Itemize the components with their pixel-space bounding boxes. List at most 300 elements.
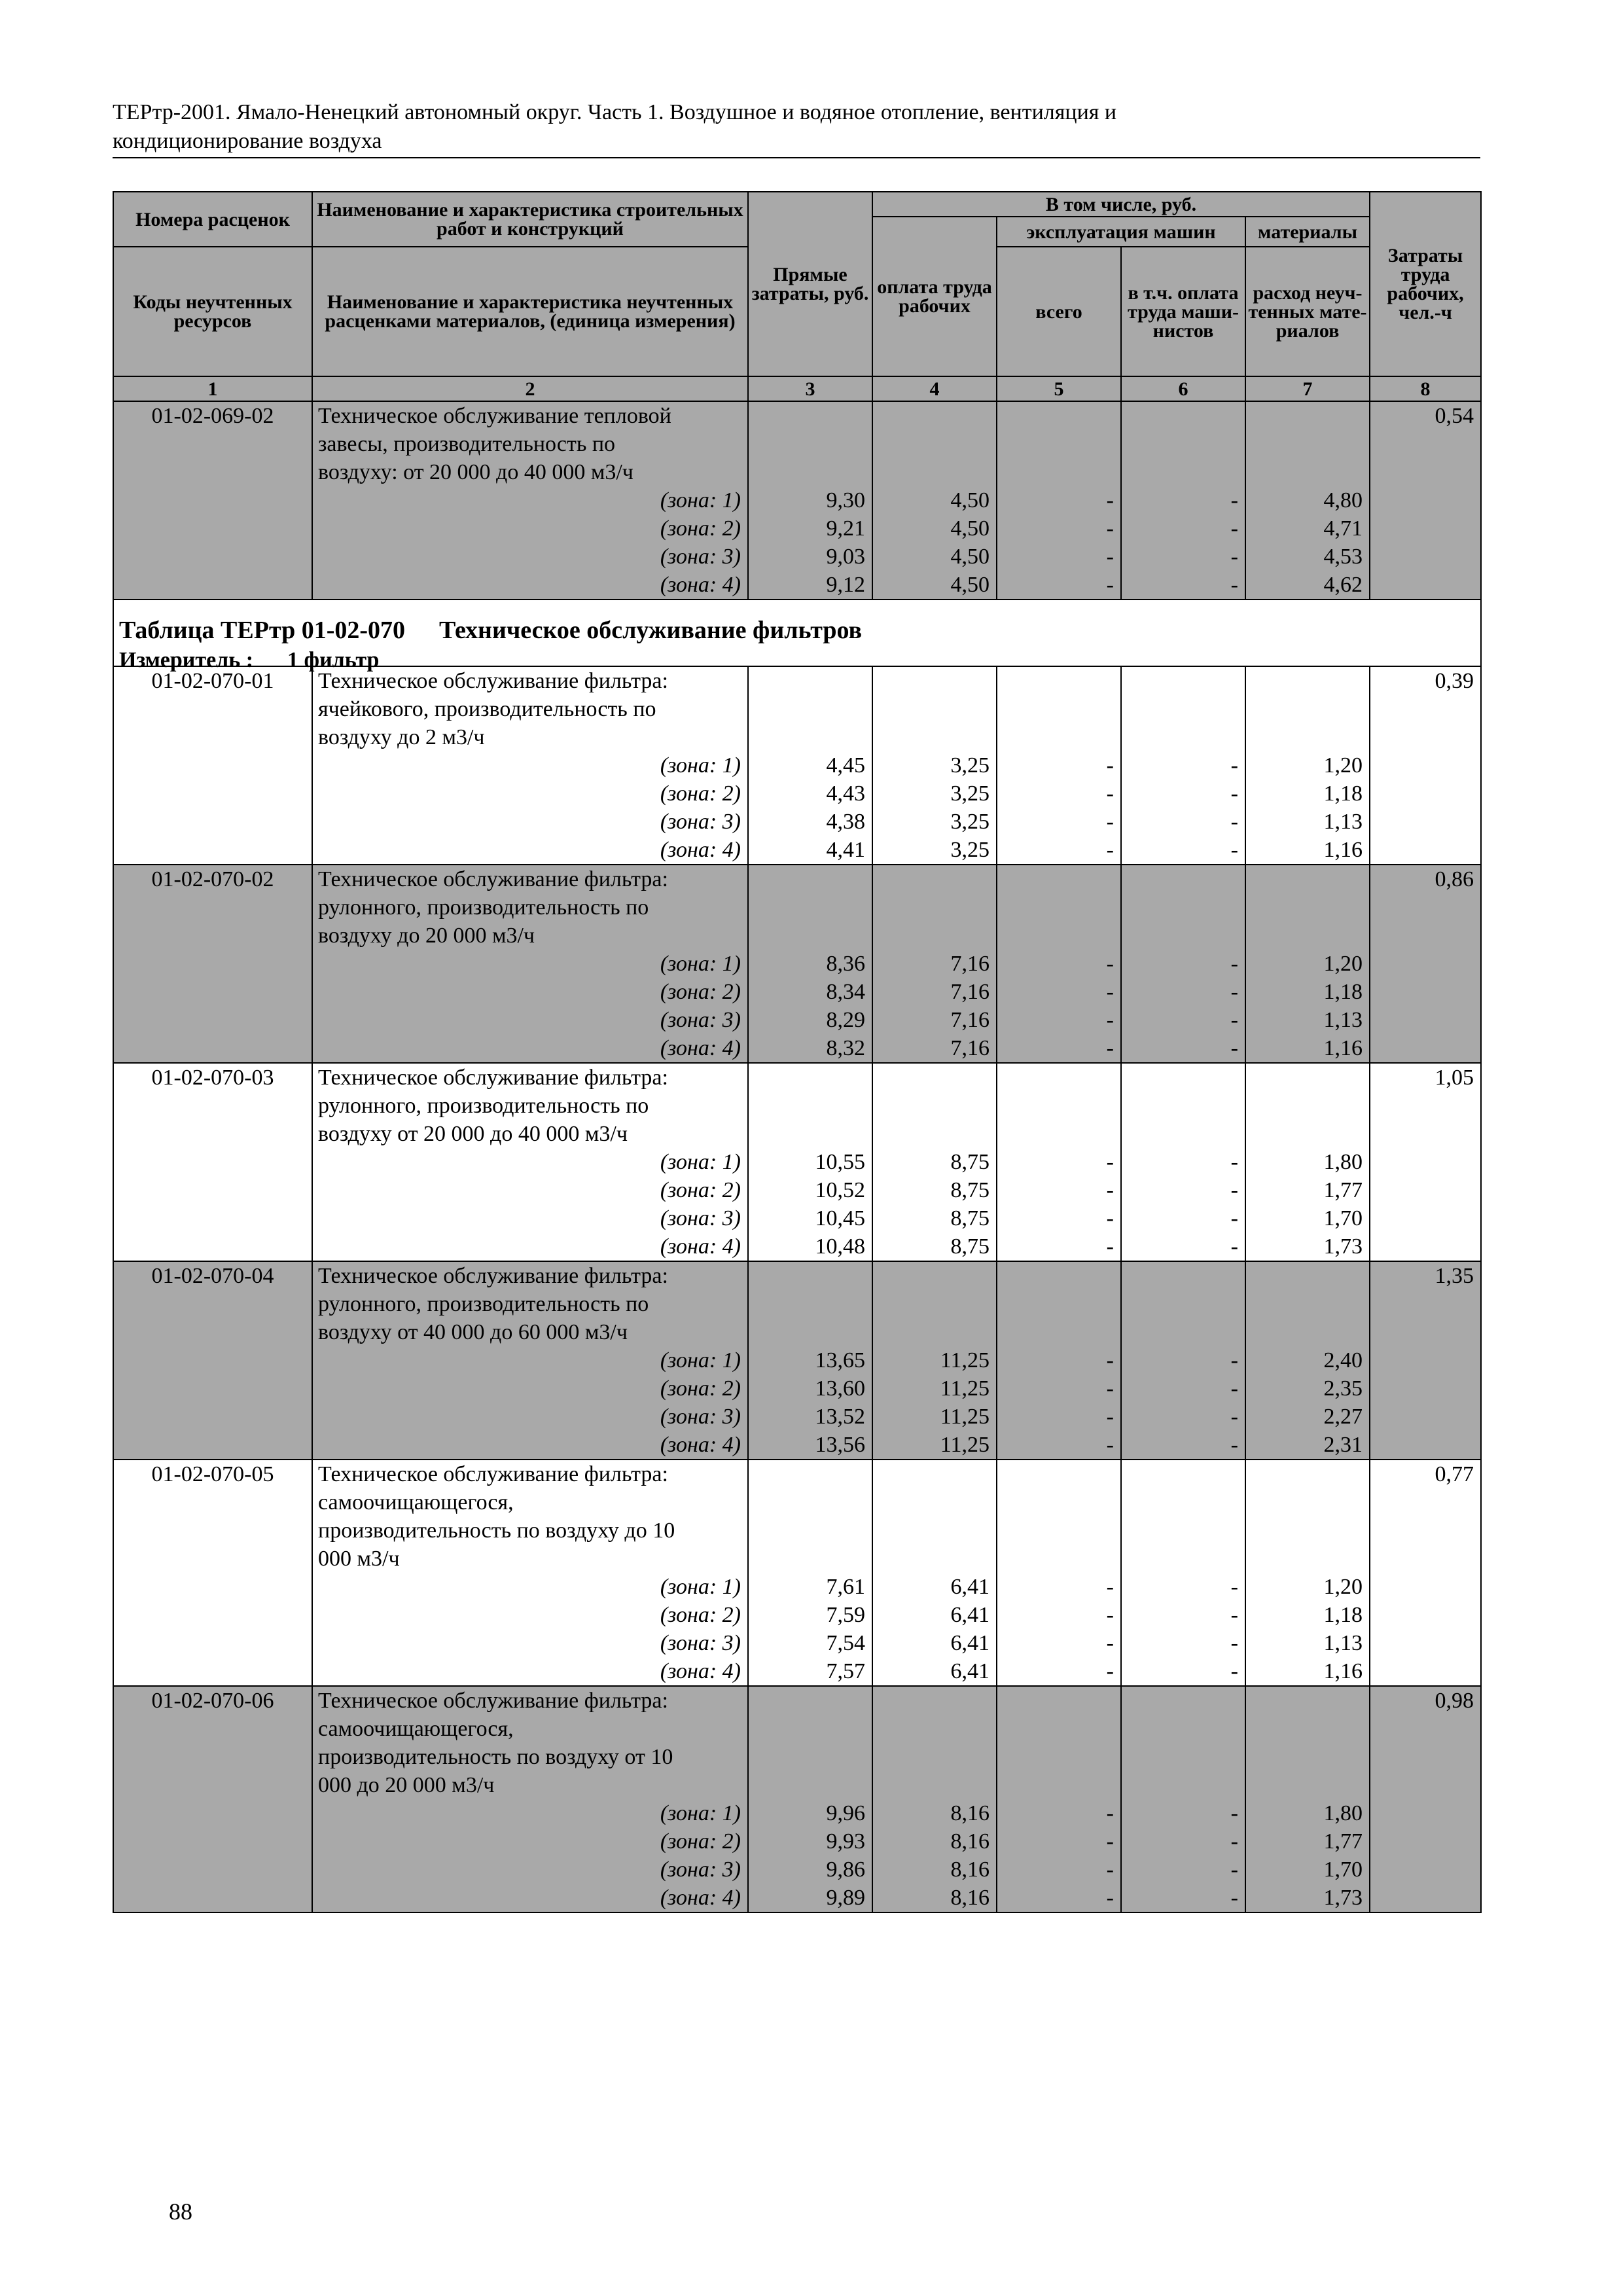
cell-value: 3,25 — [950, 781, 990, 806]
cell-value: - — [1106, 1348, 1114, 1372]
col-material-use: расход неуч-тенных мате-риалов — [1245, 247, 1370, 376]
spacer — [873, 1743, 990, 1771]
cell-value: - — [1230, 1603, 1238, 1627]
spacer — [997, 1262, 1114, 1290]
spacer — [873, 430, 990, 458]
cell-value: 4,50 — [950, 573, 990, 597]
column-index-4: 4 — [872, 376, 997, 401]
cell-value: 1,16 — [1323, 1036, 1363, 1060]
col-incl: В том числе, руб. — [872, 192, 1370, 217]
rate-code: 01-02-070-06 — [113, 1686, 312, 1912]
spacer — [1246, 922, 1363, 950]
value-direct — [748, 401, 872, 600]
cell-value: 1,18 — [1323, 1603, 1363, 1627]
cell-value: 8,16 — [950, 1886, 990, 1910]
spacer — [997, 1120, 1114, 1148]
column-index-2: 2 — [312, 376, 748, 401]
spacer — [873, 893, 990, 922]
cell-value: - — [1230, 1575, 1238, 1599]
cell-value: 13,65 — [815, 1348, 865, 1372]
spacer — [1246, 458, 1363, 486]
column-index-5: 5 — [997, 376, 1121, 401]
spacer — [997, 922, 1114, 950]
spacer — [749, 723, 865, 751]
spacer — [749, 1715, 865, 1743]
cell-value: - — [1230, 1886, 1238, 1910]
spacer — [1122, 458, 1238, 486]
cell-value: 2,40 — [1323, 1348, 1363, 1372]
cell-value: - — [1106, 980, 1114, 1004]
rate-name-line: завесы, производительность по — [318, 432, 616, 456]
cell-value: 1,18 — [1323, 980, 1363, 1004]
rate-name-line: рулонного, производительность по — [318, 1292, 649, 1316]
value-pay — [872, 1063, 997, 1261]
spacer — [1122, 1064, 1238, 1092]
cell-value: - — [1230, 980, 1238, 1004]
cell-value: 7,16 — [950, 1008, 990, 1032]
cell-value: - — [1106, 1178, 1114, 1202]
value-mach-pay — [1121, 1686, 1245, 1912]
value-mach-pay — [1121, 401, 1245, 600]
cell-value: - — [1230, 1631, 1238, 1655]
value-mat — [1245, 401, 1370, 600]
rate-name-line: Техническое обслуживание тепловой — [318, 404, 671, 428]
cell-value: - — [1230, 1150, 1238, 1174]
cell-value: 2,31 — [1323, 1433, 1363, 1457]
cell-value: 8,16 — [950, 1857, 990, 1882]
value-mach-pay — [1121, 1460, 1245, 1686]
cell-value: - — [1106, 1886, 1114, 1910]
value-mach — [997, 865, 1121, 1063]
cell-value: - — [1106, 573, 1114, 597]
value-mach-pay — [1121, 1261, 1245, 1460]
value-direct — [748, 865, 872, 1063]
spacer — [873, 1715, 990, 1743]
cell-value: - — [1230, 1405, 1238, 1429]
cell-value: 8,34 — [826, 980, 865, 1004]
cell-value: 1,16 — [1323, 838, 1363, 862]
zone-label: (зона: 4) — [660, 1234, 741, 1259]
cell-value: 9,86 — [826, 1857, 865, 1882]
cell-value: 4,50 — [950, 516, 990, 541]
zone-label: (зона: 3) — [660, 1008, 741, 1032]
rate-name-line: Техническое обслуживание фильтра: — [318, 1462, 668, 1486]
table2-body — [113, 666, 1481, 1912]
cell-value: 1,13 — [1323, 1008, 1363, 1032]
zone-label: (зона: 1) — [660, 753, 741, 778]
spacer — [1246, 1771, 1363, 1799]
cell-value: 1,13 — [1323, 1631, 1363, 1655]
spacer — [873, 402, 990, 430]
spacer — [1122, 1488, 1238, 1516]
value-direct — [748, 1460, 872, 1686]
value-mach — [997, 1063, 1121, 1261]
rate-code: 01-02-070-01 — [113, 666, 312, 865]
spacer — [1122, 1545, 1238, 1573]
spacer — [1246, 1064, 1363, 1092]
spacer — [1246, 1120, 1363, 1148]
rate-name-line: Техническое обслуживание фильтра: — [318, 669, 668, 693]
cell-value: 1,70 — [1323, 1857, 1363, 1882]
col-machine-op: эксплуатация машин — [997, 217, 1245, 247]
spacer — [1246, 402, 1363, 430]
rate-name — [312, 1686, 748, 1912]
spacer — [1246, 1262, 1363, 1290]
rate-name-line: самоочищающегося, — [318, 1490, 514, 1515]
spacer — [1246, 430, 1363, 458]
spacer — [749, 1687, 865, 1715]
cell-value: 8,32 — [826, 1036, 865, 1060]
table-row — [113, 1261, 1481, 1460]
cell-value: 4,80 — [1323, 488, 1363, 512]
value-pay — [872, 666, 997, 865]
spacer — [997, 1771, 1114, 1799]
cell-value: 7,54 — [826, 1631, 865, 1655]
rate-name-line: ячейкового, производительность по — [318, 697, 656, 721]
cell-value: - — [1106, 1008, 1114, 1032]
labor-value: 0,39 — [1370, 666, 1481, 865]
cell-value: - — [1230, 1036, 1238, 1060]
rate-name — [312, 1261, 748, 1460]
cell-value: - — [1230, 753, 1238, 778]
cell-value: - — [1106, 1631, 1114, 1655]
value-pay — [872, 1460, 997, 1686]
rates-table — [113, 191, 1482, 1913]
spacer — [1122, 922, 1238, 950]
col-materials: материалы — [1245, 217, 1370, 247]
spacer — [873, 1120, 990, 1148]
spacer — [873, 865, 990, 893]
table-row — [113, 1460, 1481, 1686]
spacer — [997, 1092, 1114, 1120]
cell-value: - — [1106, 1659, 1114, 1683]
spacer — [1246, 1743, 1363, 1771]
cell-value: 8,75 — [950, 1206, 990, 1230]
cell-value: 7,16 — [950, 1036, 990, 1060]
value-direct — [748, 1261, 872, 1460]
column-index-8: 8 — [1370, 376, 1481, 401]
rate-name — [312, 1063, 748, 1261]
zone-label: (зона: 3) — [660, 810, 741, 834]
cell-value: 8,16 — [950, 1801, 990, 1825]
page-number: 88 — [169, 2198, 192, 2225]
cell-value: - — [1106, 781, 1114, 806]
spacer — [1122, 1687, 1238, 1715]
measure-unit: 1 фильтр — [287, 648, 380, 672]
zone-label: (зона: 1) — [660, 952, 741, 976]
cell-value: 1,20 — [1323, 952, 1363, 976]
col-machinist-pay: в т.ч. оплата труда маши-нистов — [1121, 247, 1245, 376]
col-codes: Коды неучтенных ресурсов — [113, 247, 312, 376]
spacer — [1122, 1092, 1238, 1120]
cell-value: 4,43 — [826, 781, 865, 806]
cell-value: 4,38 — [826, 810, 865, 834]
cell-value: 2,27 — [1323, 1405, 1363, 1429]
spacer — [997, 865, 1114, 893]
cell-value: 7,61 — [826, 1575, 865, 1599]
rate-name-line: Техническое обслуживание фильтра: — [318, 867, 668, 891]
measure-unit-line — [119, 647, 379, 673]
cell-value: 9,89 — [826, 1886, 865, 1910]
spacer — [749, 458, 865, 486]
value-pay — [872, 1261, 997, 1460]
value-mat — [1245, 1063, 1370, 1261]
cell-value: 8,16 — [950, 1829, 990, 1854]
spacer — [997, 1516, 1114, 1545]
spacer — [873, 458, 990, 486]
header-line-1: ТЕРтр-2001. Ямало-Ненецкий автономный округ. Часть 1. Воздушное и водяное отопление, вентиляция и — [113, 100, 1117, 124]
spacer — [1122, 1460, 1238, 1488]
table-header — [113, 192, 1481, 401]
spacer — [1246, 1687, 1363, 1715]
cell-value: 4,41 — [826, 838, 865, 862]
spacer — [997, 1460, 1114, 1488]
value-mach-pay — [1121, 666, 1245, 865]
cell-value: - — [1230, 952, 1238, 976]
spacer — [873, 1516, 990, 1545]
spacer — [1246, 1460, 1363, 1488]
spacer — [749, 402, 865, 430]
spacer — [1122, 723, 1238, 751]
value-mach — [997, 666, 1121, 865]
spacer — [749, 1262, 865, 1290]
cell-value: 10,52 — [815, 1178, 865, 1202]
cell-value: 3,25 — [950, 753, 990, 778]
cell-value: 7,16 — [950, 980, 990, 1004]
spacer — [997, 402, 1114, 430]
col-total: всего — [997, 247, 1121, 376]
value-mat — [1245, 865, 1370, 1063]
rate-name-line: воздуху до 2 м3/ч — [318, 725, 485, 749]
cell-value: - — [1106, 1376, 1114, 1401]
cell-value: 10,55 — [815, 1150, 865, 1174]
cell-value: - — [1106, 1801, 1114, 1825]
zone-label: (зона: 1) — [660, 1801, 741, 1825]
rate-name-line: воздуху от 40 000 до 60 000 м3/ч — [318, 1320, 628, 1344]
cell-value: 13,60 — [815, 1376, 865, 1401]
cell-value: 4,71 — [1323, 516, 1363, 541]
spacer — [749, 1064, 865, 1092]
cell-value: - — [1106, 838, 1114, 862]
cell-value: 7,16 — [950, 952, 990, 976]
rate-name-line: Техническое обслуживание фильтра: — [318, 1264, 668, 1288]
col-labor-costs: Затраты труда рабочих, чел.-ч — [1370, 192, 1481, 376]
spacer — [873, 1687, 990, 1715]
cell-value: 9,96 — [826, 1801, 865, 1825]
spacer — [997, 1290, 1114, 1318]
spacer — [873, 1290, 990, 1318]
cell-value: - — [1106, 545, 1114, 569]
value-direct — [748, 666, 872, 865]
spacer — [749, 1488, 865, 1516]
rate-name-line: 000 до 20 000 м3/ч — [318, 1773, 495, 1797]
spacer — [873, 1064, 990, 1092]
zone-label: (зона: 2) — [660, 516, 741, 541]
spacer — [749, 922, 865, 950]
cell-value: - — [1230, 1801, 1238, 1825]
cell-value: 1,18 — [1323, 781, 1363, 806]
column-index-7: 7 — [1245, 376, 1370, 401]
spacer — [749, 667, 865, 695]
spacer — [1122, 893, 1238, 922]
cell-value: 10,45 — [815, 1206, 865, 1230]
spacer — [997, 1488, 1114, 1516]
cell-value: 13,56 — [815, 1433, 865, 1457]
spacer — [873, 1262, 990, 1290]
cell-value: 4,53 — [1323, 545, 1363, 569]
table1-body — [113, 401, 1481, 600]
spacer — [873, 1318, 990, 1346]
rate-name-line: Техническое обслуживание фильтра: — [318, 1066, 668, 1090]
cell-value: - — [1230, 545, 1238, 569]
col-direct-costs: Прямые затраты, руб. — [748, 192, 872, 376]
cell-value: - — [1106, 1234, 1114, 1259]
value-direct — [748, 1063, 872, 1261]
rate-name-line: воздуху до 20 000 м3/ч — [318, 924, 535, 948]
value-pay — [872, 865, 997, 1063]
rate-code: 01-02-069-02 — [113, 401, 312, 600]
zone-label: (зона: 1) — [660, 488, 741, 512]
spacer — [997, 430, 1114, 458]
cell-value: 9,93 — [826, 1829, 865, 1854]
cell-value: 1,20 — [1323, 753, 1363, 778]
cell-value: 8,75 — [950, 1150, 990, 1174]
spacer — [997, 1715, 1114, 1743]
zone-label: (зона: 3) — [660, 1206, 741, 1230]
zone-label: (зона: 4) — [660, 573, 741, 597]
cell-value: 4,45 — [826, 753, 865, 778]
column-index-1: 1 — [113, 376, 312, 401]
spacer — [749, 1743, 865, 1771]
cell-value: - — [1230, 1857, 1238, 1882]
rate-name-line: производительность по воздуху от 10 — [318, 1745, 673, 1769]
cell-value: - — [1230, 1234, 1238, 1259]
spacer — [997, 1743, 1114, 1771]
spacer — [873, 1460, 990, 1488]
spacer — [997, 1687, 1114, 1715]
cell-value: - — [1230, 488, 1238, 512]
spacer — [1246, 1318, 1363, 1346]
zone-label: (зона: 1) — [660, 1150, 741, 1174]
cell-value: 4,50 — [950, 488, 990, 512]
cell-value: 6,41 — [950, 1603, 990, 1627]
rate-name-line: рулонного, производительность по — [318, 895, 649, 920]
spacer — [749, 1545, 865, 1573]
rate-name-line: самоочищающегося, — [318, 1717, 514, 1741]
spacer — [873, 1488, 990, 1516]
spacer — [997, 1318, 1114, 1346]
rate-name — [312, 865, 748, 1063]
cell-value: 1,20 — [1323, 1575, 1363, 1599]
col-worker-pay: оплата труда рабочих — [872, 217, 997, 376]
spacer — [749, 1318, 865, 1346]
spacer — [749, 1290, 865, 1318]
cell-value: 6,41 — [950, 1575, 990, 1599]
spacer — [1122, 667, 1238, 695]
spacer — [1122, 1743, 1238, 1771]
cell-value: 4,62 — [1323, 573, 1363, 597]
spacer — [1122, 1771, 1238, 1799]
cell-value: - — [1106, 1829, 1114, 1854]
cell-value: 8,36 — [826, 952, 865, 976]
rate-name — [312, 666, 748, 865]
cell-value: - — [1106, 952, 1114, 976]
spacer — [749, 430, 865, 458]
table2-title-code: Таблица ТЕРтр 01-02-070 — [119, 617, 406, 644]
spacer — [997, 1064, 1114, 1092]
cell-value: 9,21 — [826, 516, 865, 541]
spacer — [873, 922, 990, 950]
value-mat — [1245, 1261, 1370, 1460]
cell-value: 8,75 — [950, 1178, 990, 1202]
cell-value: 8,29 — [826, 1008, 865, 1032]
zone-label: (зона: 3) — [660, 1405, 741, 1429]
cell-value: - — [1230, 1178, 1238, 1202]
zone-label: (зона: 2) — [660, 1603, 741, 1627]
cell-value: 2,35 — [1323, 1376, 1363, 1401]
labor-value: 0,54 — [1370, 401, 1481, 600]
spacer — [1246, 893, 1363, 922]
cell-value: - — [1106, 1405, 1114, 1429]
spacer — [873, 695, 990, 723]
spacer — [1122, 865, 1238, 893]
cell-value: - — [1106, 488, 1114, 512]
zone-label: (зона: 2) — [660, 1376, 741, 1401]
cell-value: 1,80 — [1323, 1150, 1363, 1174]
cell-value: 6,41 — [950, 1631, 990, 1655]
col-rate-numbers: Номера расценок — [113, 192, 312, 247]
zone-label: (зона: 1) — [660, 1575, 741, 1599]
spacer — [1122, 695, 1238, 723]
labor-value: 1,05 — [1370, 1063, 1481, 1261]
zone-label: (зона: 2) — [660, 1829, 741, 1854]
cell-value: 1,16 — [1323, 1659, 1363, 1683]
zone-label: (зона: 3) — [660, 1857, 741, 1882]
value-mat — [1245, 666, 1370, 865]
zone-label: (зона: 4) — [660, 838, 741, 862]
spacer — [997, 1545, 1114, 1573]
spacer — [873, 667, 990, 695]
column-index-3: 3 — [748, 376, 872, 401]
cell-value: 1,13 — [1323, 810, 1363, 834]
spacer — [1246, 667, 1363, 695]
table-row — [113, 865, 1481, 1063]
cell-value: - — [1106, 1575, 1114, 1599]
cell-value: - — [1230, 1376, 1238, 1401]
rate-name-line: производительность по воздуху до 10 — [318, 1518, 675, 1543]
cell-value: 11,25 — [940, 1433, 990, 1457]
spacer — [997, 723, 1114, 751]
cell-value: - — [1230, 1206, 1238, 1230]
col-name-materials: Наименование и характеристика неучтенных расценками материалов, (единица измерения) — [312, 247, 748, 376]
spacer — [1122, 1290, 1238, 1318]
spacer — [749, 1460, 865, 1488]
spacer — [1246, 723, 1363, 751]
value-mach — [997, 401, 1121, 600]
spacer — [749, 1771, 865, 1799]
spacer — [1246, 1290, 1363, 1318]
zone-label: (зона: 2) — [660, 781, 741, 806]
value-mach-pay — [1121, 865, 1245, 1063]
spacer — [1122, 1262, 1238, 1290]
spacer — [1122, 402, 1238, 430]
cell-value: - — [1106, 1206, 1114, 1230]
rate-code: 01-02-070-02 — [113, 865, 312, 1063]
cell-value: - — [1106, 516, 1114, 541]
spacer — [873, 1771, 990, 1799]
zone-label: (зона: 2) — [660, 980, 741, 1004]
cell-value: - — [1106, 1036, 1114, 1060]
